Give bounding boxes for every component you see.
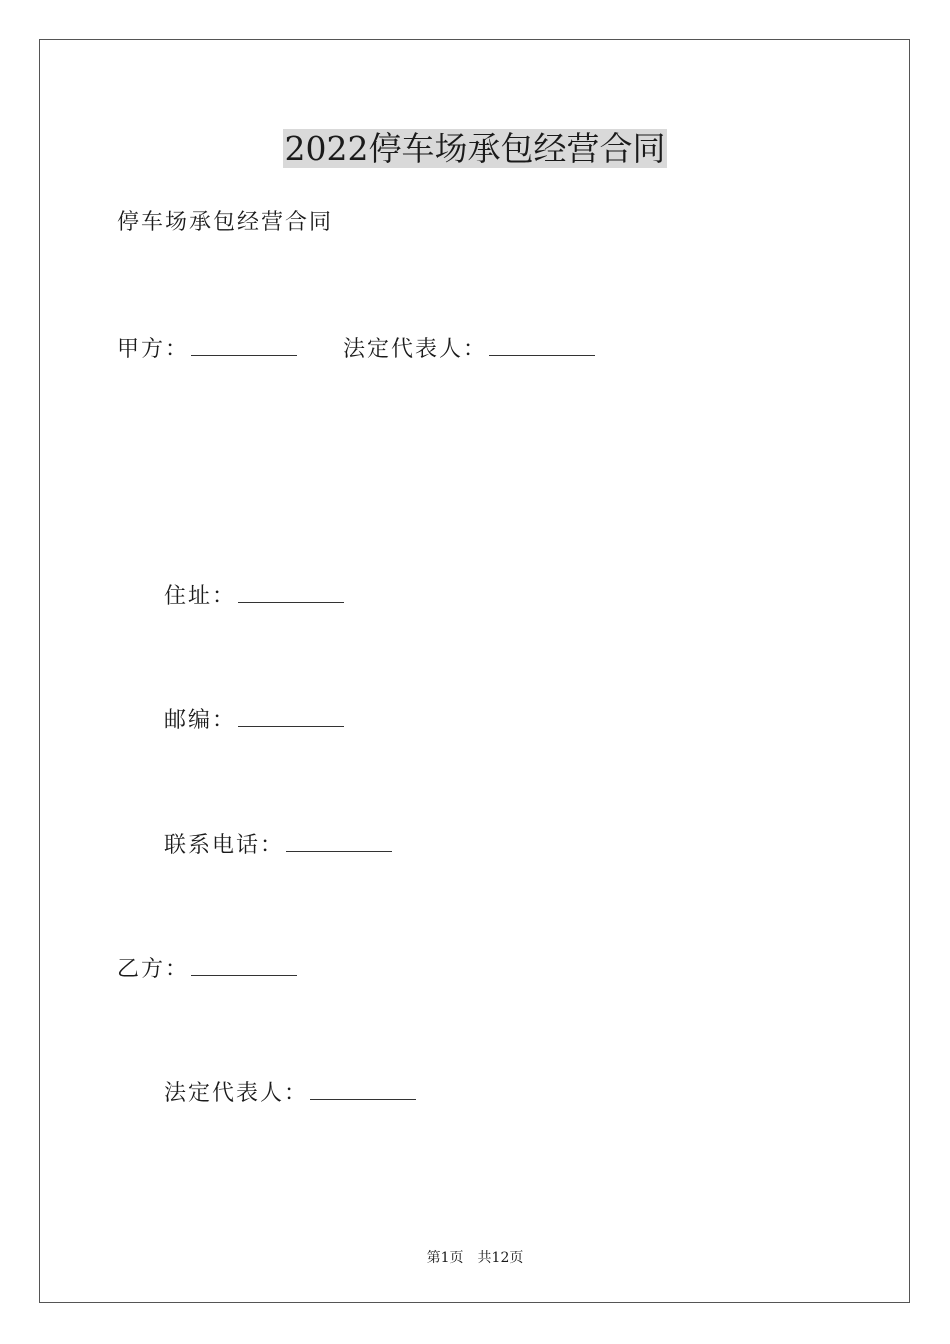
party-a-label: 甲方： bbox=[117, 337, 190, 362]
party-a-phone-label: 联系电话： bbox=[164, 833, 285, 858]
party-b-legal-rep-line bbox=[164, 1079, 416, 1109]
party-a-phone-blank[interactable] bbox=[286, 833, 392, 852]
page-current: 第1页 bbox=[426, 1250, 464, 1266]
party-b-legal-rep-blank[interactable] bbox=[310, 1081, 416, 1100]
document-subtitle: 停车场承包经营合同 bbox=[117, 210, 334, 235]
party-a-legal-rep-label: 法定代表人： bbox=[343, 337, 488, 362]
party-a-address-line bbox=[164, 582, 344, 612]
party-b-label: 乙方： bbox=[117, 957, 190, 982]
party-a-postcode-label: 邮编： bbox=[164, 708, 237, 733]
party-a-postcode-line bbox=[164, 706, 344, 736]
party-a-address-label: 住址： bbox=[164, 584, 237, 609]
page-footer bbox=[0, 1248, 950, 1268]
document-title bbox=[0, 126, 950, 172]
document-title-text: 2022停车场承包经营合同 bbox=[284, 129, 666, 168]
party-b-blank[interactable] bbox=[191, 957, 297, 976]
party-a-legal-rep-blank[interactable] bbox=[489, 337, 595, 356]
party-b-legal-rep-label: 法定代表人： bbox=[164, 1081, 309, 1106]
party-a-line bbox=[117, 335, 595, 365]
page-total: 共12页 bbox=[477, 1250, 524, 1266]
party-a-postcode-blank[interactable] bbox=[238, 708, 344, 727]
party-a-address-blank[interactable] bbox=[238, 584, 344, 603]
party-a-phone-line bbox=[164, 831, 392, 861]
party-a-blank[interactable] bbox=[191, 337, 297, 356]
party-b-line bbox=[117, 955, 297, 985]
